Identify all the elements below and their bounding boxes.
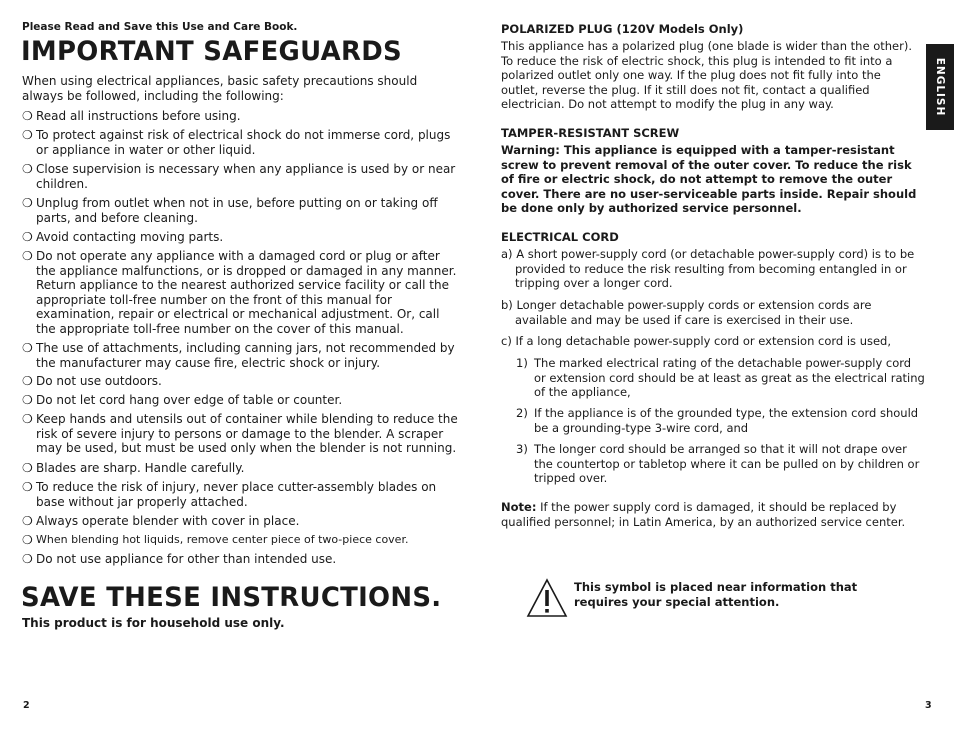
safeguard-item: ❍ Blades are sharp. Handle carefully. <box>22 461 245 475</box>
language-tab <box>926 44 954 130</box>
safeguard-item: ❍ To reduce the risk of injury, never place cutter-assembly blades on base without jar properly attached. <box>22 480 437 509</box>
bullet-circle-icon: ❍ <box>22 552 33 566</box>
safeguard-item: ❍ Read all instructions before using. <box>22 109 241 123</box>
bullet-circle-icon: ❍ <box>22 128 33 142</box>
safeguard-item: ❍ Keep hands and utensils out of container while blending to reduce the risk of severe injury to persons or damage to the blender. A scraper may be used, but must be used only when the blender is not running. <box>22 412 458 455</box>
safeguard-item: ❍ The use of attachments, including canning jars, not recommended by the manufacturer may cause fire, electric shock or injury. <box>22 341 455 370</box>
note-paragraph <box>501 500 921 529</box>
page-number-left: 2 <box>23 700 30 711</box>
bullet-circle-icon: ❍ <box>22 341 33 355</box>
safeguard-item: ❍ When blending hot liquids, remove center piece of two-piece cover. <box>22 533 409 547</box>
page-title: IMPORTANT SAFEGUARDS <box>21 36 403 67</box>
bullet-circle-icon: ❍ <box>22 374 33 388</box>
page-number-right: 3 <box>925 700 932 711</box>
top-note: Please Read and Save this Use and Care Book. <box>22 21 298 33</box>
polarized-plug-heading: POLARIZED PLUG (120V Models Only) <box>501 22 744 36</box>
safeguard-item: ❍ To protect against risk of electrical shock do not immerse cord, plugs or appliance in water or other liquid. <box>22 128 451 157</box>
cord-subitem: 2) If the appliance is of the grounded type, the extension cord should be a grounding-type 3-wire cord, and <box>516 406 919 435</box>
symbol-explanation: This symbol is placed near information that requires your special attention. <box>574 580 858 609</box>
note-text: If the power supply cord is damaged, it should be replaced by qualified personnel; in Latin America, by an authorized service center. <box>501 500 906 529</box>
safeguard-item: ❍ Do not use appliance for other than intended use. <box>22 552 337 566</box>
bullet-circle-icon: ❍ <box>22 249 33 263</box>
cord-item-c: c) If a long detachable power-supply cord or extension cord is used, <box>501 334 892 348</box>
safeguard-item: ❍ Unplug from outlet when not in use, before putting on or taking off parts, and before cleaning. <box>22 196 438 225</box>
warning-triangle-icon <box>526 578 568 618</box>
safeguard-item: ❍ Close supervision is necessary when any appliance is used by or near children. <box>22 162 456 191</box>
bullet-circle-icon: ❍ <box>22 533 33 547</box>
cord-item-b: b) Longer detachable power-supply cords or extension cords are available and may be used if care is exercised in their use. <box>501 298 872 327</box>
safeguard-item: ❍ Always operate blender with cover in place. <box>22 514 300 528</box>
polarized-plug-text: This appliance has a polarized plug (one blade is wider than the other). To reduce the risk of electric shock, this plug is intended to fit into a polarized outlet only one way. If the plug does not fit fully into the outlet, reverse the plug. If it still does not fit, contact a qualified electrician. Do not attempt to modify the plug in any way. <box>501 39 912 111</box>
intro-text: When using electrical appliances, basic safety precautions should always be followed, including the following: <box>22 74 418 103</box>
bullet-circle-icon: ❍ <box>22 412 33 426</box>
safeguard-item: ❍ Do not use outdoors. <box>22 374 162 388</box>
tamper-screw-warning: Warning: This appliance is equipped with a tamper-resistant screw to prevent removal of the outer cover. To reduce the risk of fire or electric shock, do not attempt to remove the outer cover. There are no user-serviceable parts inside. Repair should be done only by authorized service personnel. <box>501 143 917 215</box>
safeguard-item: ❍ Do not let cord hang over edge of table or counter. <box>22 393 343 407</box>
safeguard-item: ❍ Avoid contacting moving parts. <box>22 230 224 244</box>
bullet-circle-icon: ❍ <box>22 480 33 494</box>
bullet-circle-icon: ❍ <box>22 196 33 210</box>
bullet-circle-icon: ❍ <box>22 230 33 244</box>
save-instructions-heading: SAVE THESE INSTRUCTIONS. <box>21 582 442 613</box>
cord-item-a: a) A short power-supply cord (or detachable power-supply cord) is to be provided to reduce the risk resulting from becoming entangled in or tripping over a longer cord. <box>501 247 915 290</box>
bullet-circle-icon: ❍ <box>22 514 33 528</box>
bullet-circle-icon: ❍ <box>22 162 33 176</box>
bullet-circle-icon: ❍ <box>22 109 33 123</box>
household-note: This product is for household use only. <box>22 616 285 630</box>
tamper-screw-heading: TAMPER-RESISTANT SCREW <box>501 126 680 140</box>
cord-subitem: 1) The marked electrical rating of the detachable power-supply cord or extension cord should be at least as great as the electrical rating of the appliance, <box>516 356 925 399</box>
language-tab-label: ENGLISH <box>934 57 946 117</box>
electrical-cord-heading: ELECTRICAL CORD <box>501 230 619 244</box>
note-label: Note: <box>501 500 537 514</box>
safeguard-item: ❍ Do not operate any appliance with a damaged cord or plug or after the appliance malfunctions, or is dropped or damaged in any manner. Return appliance to the nearest authorized service facility or call the appropriate toll-free number on the front of this manual for examination, repair or electrical or mechanical adjustment. Or, call the appropriate toll-free number on the cover of this manual. <box>22 249 457 336</box>
bullet-circle-icon: ❍ <box>22 461 33 475</box>
bullet-circle-icon: ❍ <box>22 393 33 407</box>
cord-subitem: 3) The longer cord should be arranged so that it will not drape over the countertop or tabletop where it can be pulled on by children or tripped over. <box>516 442 920 485</box>
